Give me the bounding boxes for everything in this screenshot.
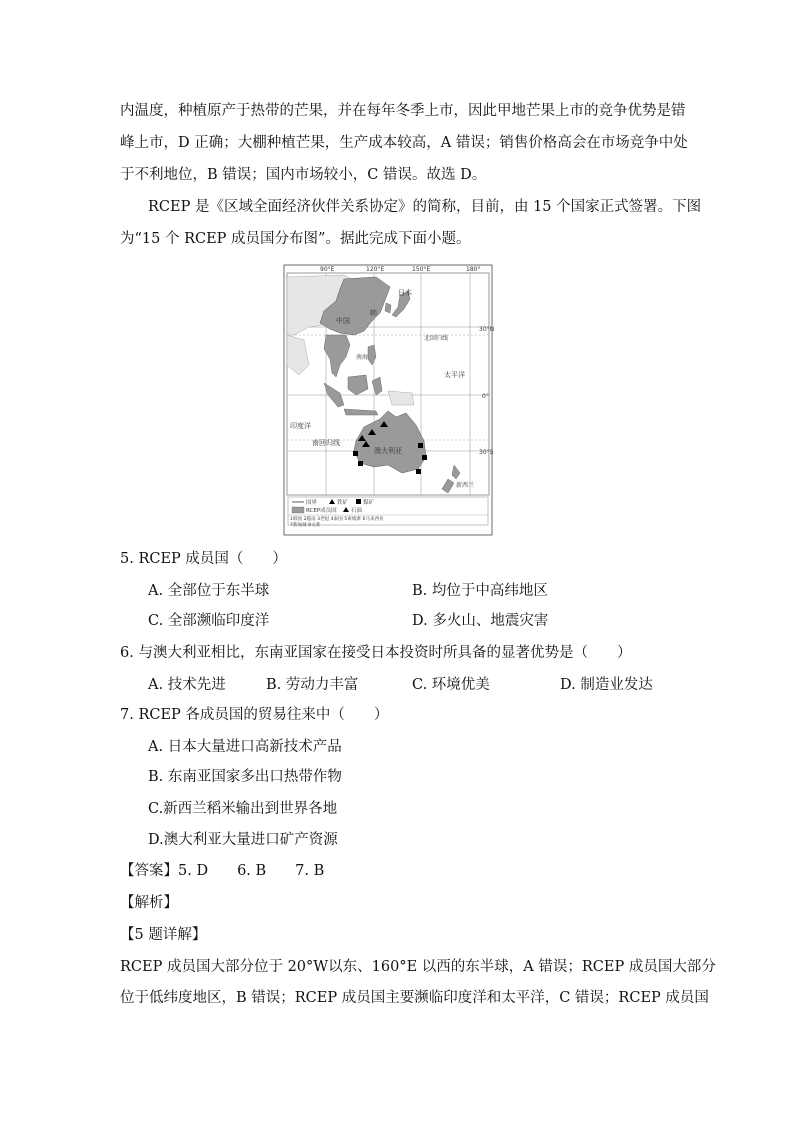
q7-stem: 7. RCEP 各成员国的贸易往来中（ ） xyxy=(120,707,389,723)
label-australia: 澳大利亚 xyxy=(374,447,402,455)
coal-symbol xyxy=(358,461,363,466)
q7-option-d: D.澳大利亚大量进口矿产资源 xyxy=(148,832,338,848)
tick-0: 0° xyxy=(482,393,489,400)
legend-coal: 煤矿 xyxy=(363,500,375,506)
q6-stem: 6. 与澳大利亚相比，东南亚国家在接受日本投资时所具备的显著优势是（ ） xyxy=(120,645,632,661)
q7-option-b: B. 东南亚国家多出口热带作物 xyxy=(148,769,342,785)
label-tropic-n: 北回归线 xyxy=(424,335,449,342)
tick-30s: 30°S xyxy=(479,449,494,456)
label-sea: 南海 xyxy=(356,354,369,361)
tick-150e: 150°E xyxy=(412,266,431,273)
intro-line-1: RCEP 是《区域全面经济伙伴关系协定》的简称，目前，由 15 个国家正式签署。下图 xyxy=(148,199,702,215)
q5-option-d: D. 多火山、地震灾害 xyxy=(412,613,549,629)
prev-text-line-2: 峰上市，D 正确；大棚种植芒果，生产成本较高，A 错误；销售价格高会在市场竞争中处 xyxy=(120,135,688,151)
label-nz: 新西兰 xyxy=(456,482,475,489)
q5-stem: 5. RCEP 成员国（ ） xyxy=(120,551,287,567)
explain-line-2: 位于低纬度地区，B 错误；RCEP 成员国主要濒临印度洋和太平洋，C 错误；RCEP 成员国 xyxy=(120,990,709,1006)
tick-30n: 30°N xyxy=(479,326,495,333)
coal-symbol xyxy=(353,451,358,456)
q6-option-a: A. 技术先进 xyxy=(148,677,226,693)
tick-90e: 90°E xyxy=(320,266,335,273)
q5-option-c: C. 全部濒临印度洋 xyxy=(148,613,270,629)
analysis-heading: 【解析】 xyxy=(120,895,178,911)
label-china: 中国 xyxy=(336,317,350,325)
legend-row-1: 1韩国 2越南 3老挝 4泰国 5柬埔寨 6马来西亚 xyxy=(290,517,384,522)
label-tropic-s: 南回归线 xyxy=(312,439,340,447)
rcep-map xyxy=(284,265,495,535)
q6-option-d: D. 制造业发达 xyxy=(560,677,653,693)
coal-symbol xyxy=(422,455,427,460)
country-korea xyxy=(385,303,391,313)
q7-option-a: A. 日本大量进口高新技术产品 xyxy=(148,739,342,755)
tick-180: 180° xyxy=(466,266,481,273)
legend-iron: 铁矿 xyxy=(337,500,349,506)
q5-option-b: B. 均位于中高纬地区 xyxy=(412,583,548,599)
label-pacific: 太平洋 xyxy=(444,371,465,379)
q6-option-c: C. 环境优美 xyxy=(412,677,490,693)
prev-text-line-1: 内温度，种植原产于热带的芒果，并在每年冬季上市，因此甲地芒果上市的竞争优势是错 xyxy=(120,103,686,119)
coal-symbol xyxy=(416,469,421,474)
intro-line-2: 为“15 个 RCEP 成员国分布图”。据此完成下面小题。 xyxy=(120,231,471,247)
map-legend xyxy=(288,497,488,528)
tick-120e: 120°E xyxy=(366,266,385,273)
q6-option-b: B. 劳动力丰富 xyxy=(266,677,359,693)
coal-symbol xyxy=(418,443,423,448)
answer-line: 【答案】5. D 6. B 7. B xyxy=(120,863,325,879)
q7-option-c: C.新西兰稻米输出到世界各地 xyxy=(148,801,338,817)
legend-oil: 石油 xyxy=(351,508,363,514)
island-new-guinea xyxy=(388,391,414,405)
q5-option-a: A. 全部位于东半球 xyxy=(148,583,270,599)
detail5-heading: 【5 题详解】 xyxy=(120,927,207,943)
legend-coal-icon xyxy=(356,499,361,504)
legend-border: 国界 xyxy=(306,500,318,506)
legend-member-swatch xyxy=(292,507,304,513)
legend-member: RCEP成员国 xyxy=(306,508,337,514)
label-japan: 日本 xyxy=(398,289,412,297)
legend-row-2: 7新加坡 8文莱 xyxy=(290,523,321,528)
label-indian: 印度洋 xyxy=(290,422,311,430)
label-korea: 韩 xyxy=(370,309,377,317)
explain-line-1: RCEP 成员国大部分位于 20°W以东、160°E 以西的东半球，A 错误；RCEP 成员国大部分 xyxy=(120,959,716,975)
prev-text-line-3: 于不利地位，B 错误；国内市场较小，C 错误。故选 D。 xyxy=(120,167,487,183)
